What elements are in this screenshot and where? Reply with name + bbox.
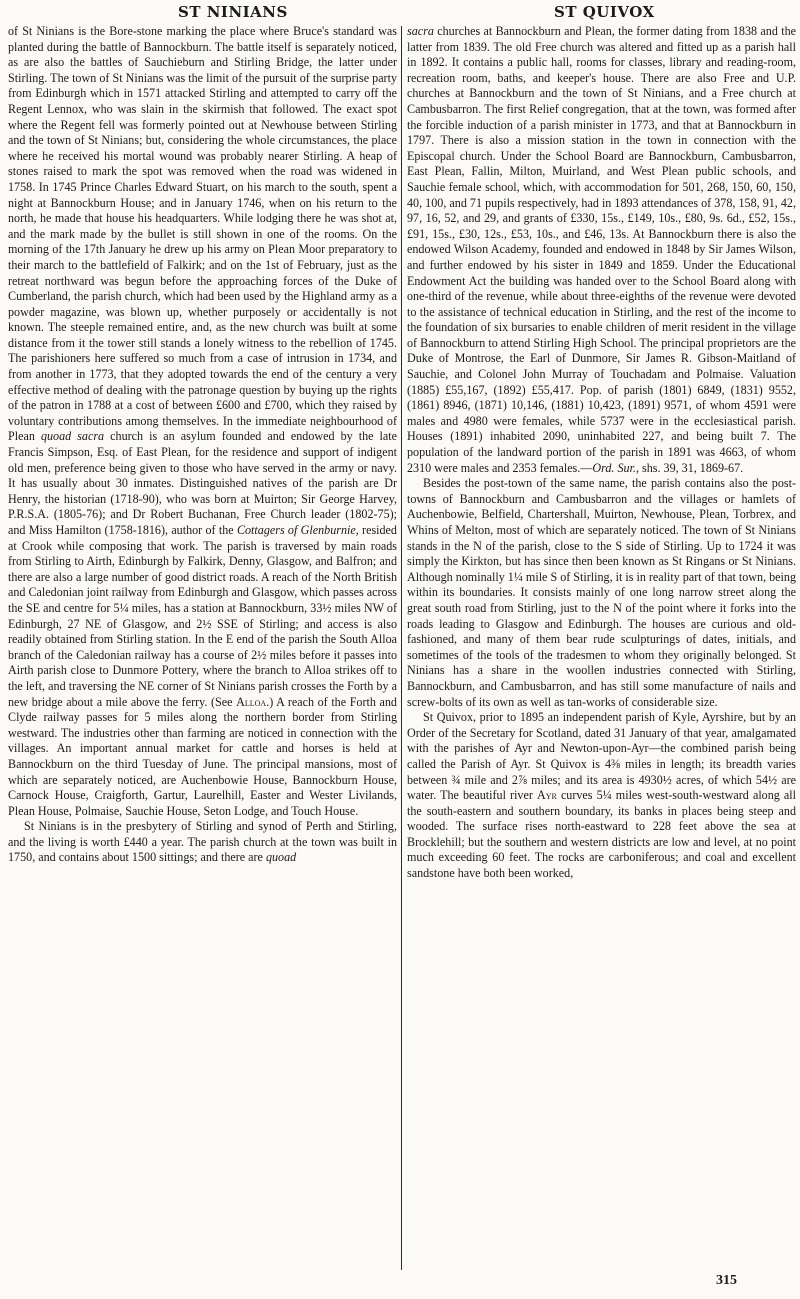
column-divider <box>401 26 402 1270</box>
right-paragraph-3: St Quivox, prior to 1895 an independent parish of Kyle, Ayrshire, but by an Order of the Secretary for Scotland, dated 31 January of that year, amalgamated with the parishes of Ayr and Newton-upon-Ayr—the combined parish being called the Parish of Ayr. St Quivox is 4⅜ miles in length; its breadth varies between ¾ mile and 2⅞ miles; and its area is 4930½ acres, of which 54½ are water. The beautiful river Ayr curves 5¼ miles west-south-westward along all the south-eastern and southern boundary, its banks in places being steep and wooded. The surface rises north-eastward to 228 feet above the sea at Brocklehill; but the southern and western districts are low and level, at no point much exceeding 60 feet. The rocks are carboniferous; and coal and excellent sandstone have both been worked, <box>407 710 796 881</box>
right-paragraph-1: sacra churches at Bannockburn and Plean, the former dating from 1838 and the latter from 1839. The old Free church was altered and fitted up as a parish hall in 1892. It contains a public hall, rooms for classes, library and reading-room, recreation room, baths, and keeper's house. There are also Free and U.P. churches at Bannockburn and the town of St Ninians, and a Free church at Cambusbarron. The first Relief congregation, that at the town, was formed after the forcible induction of a parish minister in 1773, and that at Bannockburn in 1797. There is also a mission station in the town in connection with the Episcopal church. Under the School Board are Bannockburn, Cambusbarron, East Plean, Fallin, Milton, Muirland, and West Plean public schools, and Sauchie female school, which, with accommodation for 501, 268, 150, 60, 150, 40, 100, and 71 pupils respectively, had in 1893 attendances of 378, 158, 91, 42, 97, 16, 52, and 29, and grants of £330, 15s., £149, 10s., £80, 9s. 6d., £52, 15s., £91, 15s., £30, 12s., £53, 10s., and £46, 13s. At Bannockburn there is also the endowed Wilson Academy, founded and endowed in 1848 by Sir James Wilson, and further endowed by his sister in 1849 and 1859. Under the Educational Endowment Act the building was handed over to the School Board along with one-third of the revenue, while about three-eighths of the revenue were devoted to the assistance of technical education in Stirling, and the rest of the income to the foundation of six bursaries to enable children of merit resident in the village of Bannockburn to attend Stirling High School. The principal proprietors are the Duke of Montrose, the Earl of Dunmore, Sir James R. Gibson-Maitland of Sauchie, and Colonel John Murray of Touchadam and Polmaise. Valuation (1885) £55,167, (1892) £55,417. Pop. of parish (1801) 6849, (1831) 9552, (1861) 8946, (1871) 10,146, (1881) 10,423, (1891) 9571, of whom 4591 were males and 4980 were females, while 5737 were in the ecclesiastical parish. Houses (1891) inhabited 2090, uninhabited 227, and being built 7. The population of the landward portion of the parish in 1891 was 4663, of whom 2310 were males and 2353 females.—Ord. Sur., shs. 39, 31, 1869-67. <box>407 24 796 475</box>
left-paragraph-2: St Ninians is in the presbytery of Stirling and synod of Perth and Stirling, and the living is worth £440 a year. The parish church at the town was built in 1750, and contains about 1500 sittings; and there are quoad <box>8 819 397 865</box>
right-column <box>407 24 796 882</box>
right-paragraph-2: Besides the post-town of the same name, the parish contains also the post-towns of Bannockburn and Cambusbarron and the villages or hamlets of Auchenbowie, Belfield, Chartershall, Muirton, Newhouse, Plean, Torbrex, and Whins of Melton, most of which are separately noticed. The town of St Ninians stands in the N of the parish, close to the S side of Stirling. Up to 1724 it was simply the Kirkton, but has since then been known as St Ringans or St Ninians. Although nominally 1¼ mile S of Stirling, it is in reality part of that town, being within its boundaries. It consists mainly of one long narrow street along the great south road from Stirling, just to the N of the point where it forks into the roads leading to Glasgow and Edinburgh. The houses are curious and old-fashioned, and many of them bear rude sculpturings of dates, initials, and sometimes of the tools of the tradesmen to whom they originally belonged. St Ninians has a share in the woollen industries connected with Stirling, Bannockburn, and Cambusbarron, and has still some manufacture of nails and screw-bolts of its own as well as tan-works of considerable size. <box>407 476 796 709</box>
running-header <box>0 3 800 23</box>
left-running-head: ST NINIANS <box>178 3 288 21</box>
right-running-head: ST QUIVOX <box>554 3 655 21</box>
page-number: 315 <box>716 1273 737 1288</box>
left-column <box>8 24 397 866</box>
left-paragraph-1: of St Ninians is the Bore-stone marking the place where Bruce's standard was planted during the battle of Bannockburn. The battle itself is separately noticed, as are also the battles of Sauchieburn and Stirling Bridge, the latter under Stirling. The town of St Ninians was the limit of the pursuit of the surprise party from Edinburgh which in 1571 attacked Stirling and attempted to carry off the Regent Lennox, who was slain in the skirmish that followed. The exact spot where the Regent fell was formerly pointed out at Newhouse between Stirling and the town of St Ninians; but, considering the whole circumstances, the place where he received his mortal wound was probably nearer Stirling. A heap of stones raised to mark the spot was removed when the road was widened in 1758. In 1745 Prince Charles Edward Stuart, on his march to the south, spent a night at Bannockburn House; and in January 1746, when on his return to the north, he made that house his headquarters. While lodging there he was shot at, and the mark made by the bullet is still shown in one of the rooms. On the morning of the 17th January he drew up his army on Plean Moor preparatory to their march to the battlefield of Falkirk; and on the 1st of February, just as the retreat northward was begun before the approaching forces of the Duke of Cumberland, the parish church, which had been used by the Highland army as a powder magazine, was blown up, whether purposely or accidentally is not known. The steeple remained entire, and, as the new church was built at some distance from it the tower still stands a lonely witness to the rebellion of 1745. The parishioners here suffered so much from a case of intrusion in 1734, and from another in 1773, that they adopted towards the end of the century a very effective method of dealing with the patronage question by buying up the rights of the patron in 1788 at a cost of between £600 and £700, which they raised by voluntary contributions among themselves. In the immediate neighbourhood of Plean quoad sacra church is an asylum founded and endowed by the late Francis Simpson, Esq. of East Plean, for the residence and support of indigent old men, preference being given to those who have served in the army or navy. It has usually about 30 inmates. Distinguished natives of the parish are Dr Henry, the historian (1718-90), who was born at Muirton; Sir George Harvey, P.R.S.A. (1805-76); and Dr Robert Buchanan, Free Church leader (1802-75); and Miss Hamilton (1758-1816), author of the Cottagers of Glenburnie, resided at Crook while composing that work. The parish is traversed by main roads from Stirling to Airth, Edinburgh by Falkirk, Denny, Glasgow, and Balfron; and there are also a large number of good district roads. A reach of the North British and Caledonian joint railway from Edinburgh and Glasgow, which passes across the SE and centre for 5¼ miles, has a station at Bannockburn, 33½ miles NW of Edinburgh, 27 NE of Glasgow, and 2½ SSE of Stirling; and access is also readily obtained from Stirling station. In the E end of the parish the South Alloa branch of the Caledonian railway has a course of 2½ miles before it passes into Airth parish close to Dunmore Pottery, where the branch to Alloa strikes off to the left, and traversing the NE corner of St Ninians parish crosses the Forth by a new bridge about a mile above the ferry. (See Alloa.) A reach of the Forth and Clyde railway passes for 5 miles along the northern border from Stirling westward. The industries other than farming are noticed in connection with the villages. An important annual market for cattle and horses is held at Bannockburn on the third Tuesday of June. The principal mansions, most of which are separately noticed, are Auchenbowie House, Bannockburn House, Carnock House, Craigforth, Gartur, Laurelhill, Easter and Wester Livilands, Plean House, Polmaise, Sauchie House, Seton Lodge, and Touch House. <box>8 24 398 818</box>
